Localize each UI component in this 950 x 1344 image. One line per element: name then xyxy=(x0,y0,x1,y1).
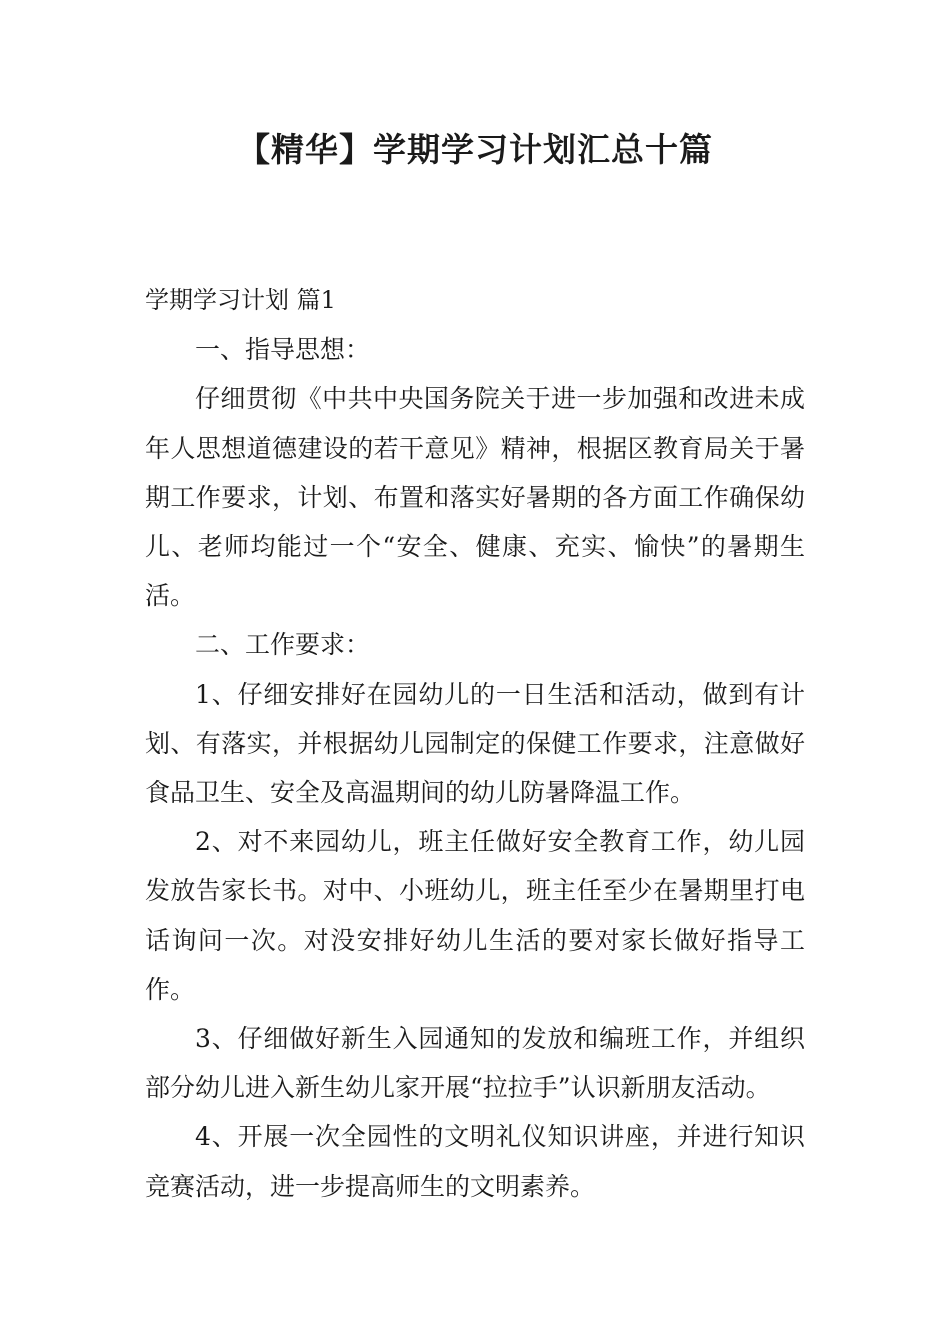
document-body xyxy=(145,276,805,1211)
paragraph-guiding-ideology: 仔细贯彻《中共中央国务院关于进一步加强和改进未成年人思想道德建设的若干意见》精神，根据区教育局关于暑期工作要求，计划、布置和落实好暑期的各方面工作确保幼儿、老师均能过一个“安全、健康、充实、愉快”的暑期生活。 xyxy=(145,384,805,611)
requirement-item-2: 2、对不来园幼儿，班主任做好安全教育工作，幼儿园发放告家长书。对中、小班幼儿，班主任至少在暑期里打电话询问一次。对没安排好幼儿生活的要对家长做好指导工作。 xyxy=(145,827,805,1004)
section-heading: 学期学习计划 篇1 xyxy=(145,286,336,314)
heading-guiding-ideology: 一、指导思想： xyxy=(195,335,371,365)
requirement-item-4: 4、开展一次全园性的文明礼仪知识讲座，并进行知识竞赛活动，进一步提高师生的文明素养。 xyxy=(145,1122,805,1201)
requirement-item-1: 1、仔细安排好在园幼儿的一日生活和活动，做到有计划、有落实，并根据幼儿园制定的保健工作要求，注意做好食品卫生、安全及高温期间的幼儿防暑降温工作。 xyxy=(145,679,805,808)
document-title: 【精华】学期学习计划汇总十篇 xyxy=(237,130,713,169)
heading-work-requirements: 二、工作要求： xyxy=(195,630,371,660)
requirement-item-3: 3、仔细做好新生入园通知的发放和编班工作，并组织部分幼儿进入新生幼儿家开展“拉拉手”认识新朋友活动。 xyxy=(145,1024,805,1103)
